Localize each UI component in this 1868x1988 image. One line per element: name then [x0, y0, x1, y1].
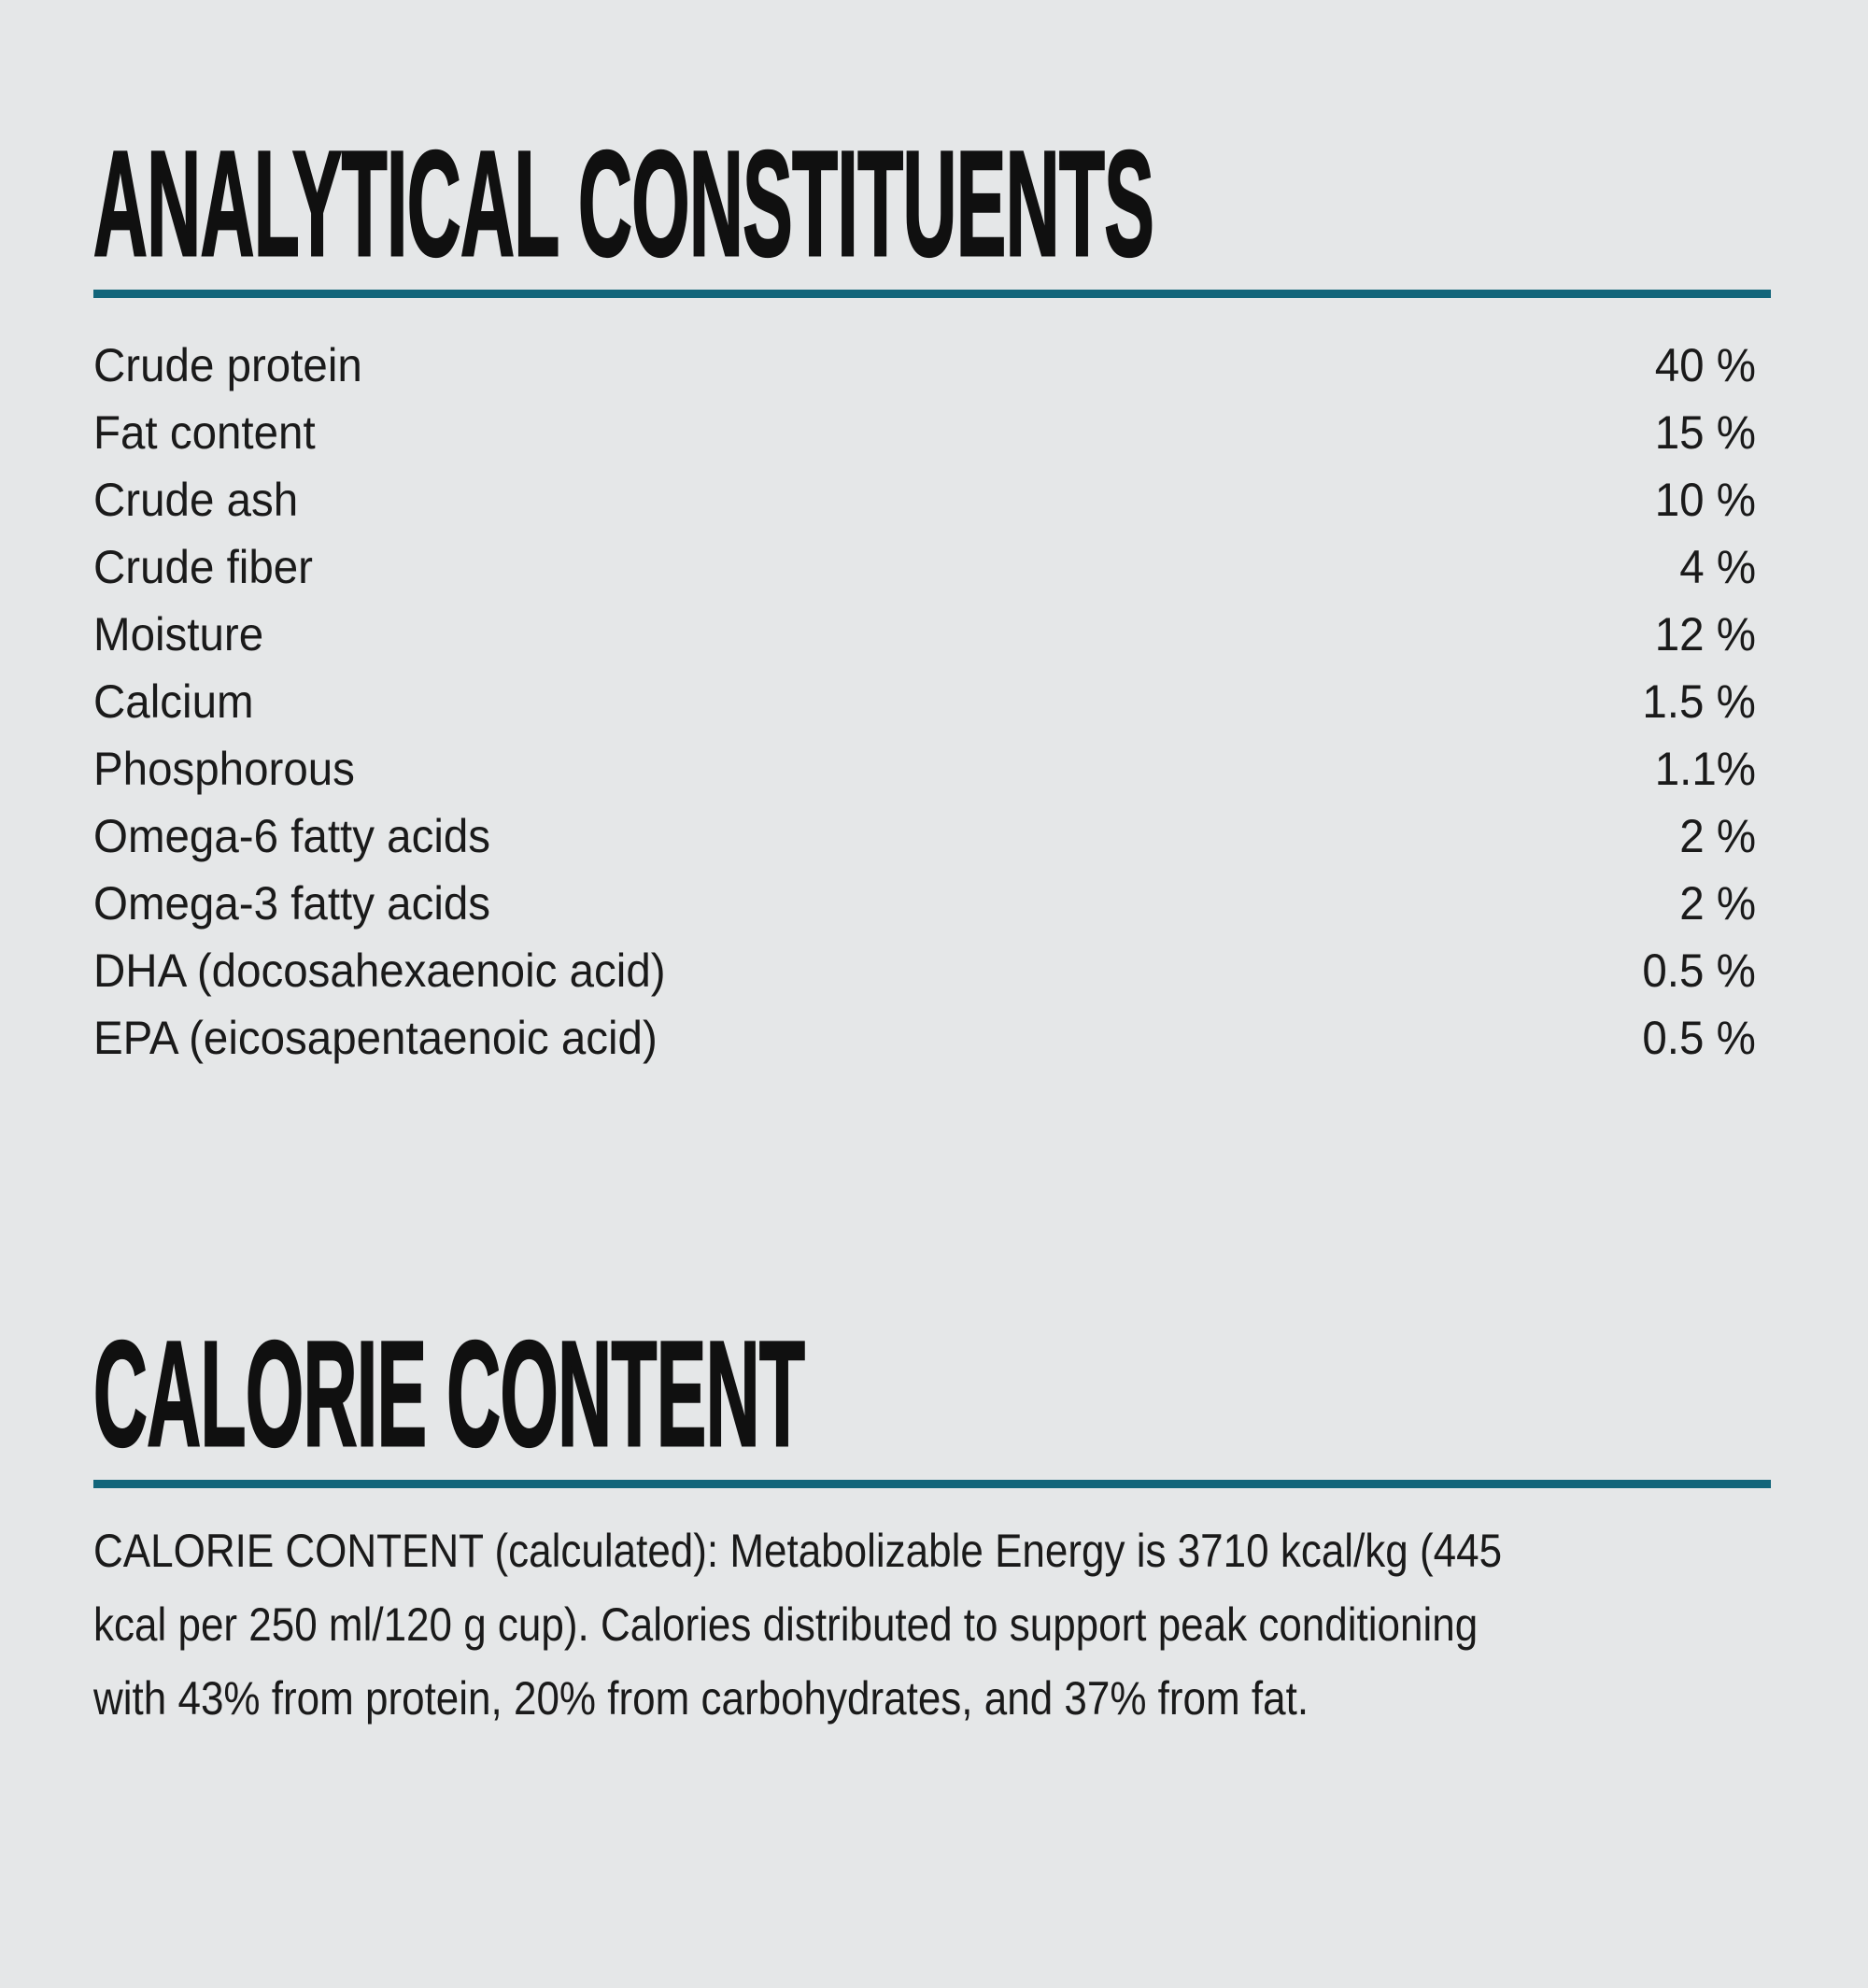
paragraph-line: kcal per 250 ml/120 g cup). Calories distributed to support peak conditioning [93, 1598, 1479, 1651]
nutrient-row [93, 937, 1756, 1004]
nutrient-row [93, 466, 1756, 533]
nutrient-row [93, 870, 1756, 937]
nutrient-value: 10 % [1654, 474, 1756, 526]
nutrient-value: 40 % [1654, 339, 1756, 391]
nutrient-label: EPA (eicosapentaenoic acid) [93, 1012, 658, 1064]
nutrient-value: 1.1% [1654, 743, 1756, 795]
nutrient-label: Crude protein [93, 339, 362, 391]
nutrient-label: Crude ash [93, 474, 299, 526]
paragraph-line: with 43% from protein, 20% from carbohydrates, and 37% from fat. [93, 1672, 1309, 1725]
nutrient-value: 2 % [1679, 810, 1756, 862]
section-divider [93, 290, 1771, 298]
nutrient-label: Phosphorous [93, 743, 355, 795]
nutrient-row [93, 668, 1756, 735]
nutrient-row [93, 399, 1756, 466]
nutrient-row [93, 601, 1756, 668]
calorie-content-paragraph [93, 1514, 1771, 1736]
nutrient-label: Crude fiber [93, 541, 313, 593]
nutrient-value: 0.5 % [1642, 1012, 1756, 1064]
nutrient-label: DHA (docosahexaenoic acid) [93, 944, 666, 997]
nutrient-label: Omega-6 fatty acids [93, 810, 491, 862]
nutrient-label: Fat content [93, 406, 316, 459]
nutrient-row [93, 332, 1756, 399]
nutrient-label: Moisture [93, 608, 264, 660]
nutrient-value: 12 % [1654, 608, 1756, 660]
label-panel [0, 120, 1868, 1736]
section-divider [93, 1480, 1771, 1488]
nutrient-value: 0.5 % [1642, 944, 1756, 997]
nutrient-value: 15 % [1654, 406, 1756, 459]
nutrient-row [93, 735, 1756, 802]
nutrient-label: Omega-3 fatty acids [93, 877, 491, 930]
paragraph-line: CALORIE CONTENT (calculated): Metabolizable Energy is 3710 kcal/kg (445 [93, 1525, 1503, 1577]
nutrient-value: 2 % [1679, 877, 1756, 930]
analytical-constituents-heading: ANALYTICAL CONSTITUENTS [93, 120, 1154, 287]
nutrient-row [93, 802, 1756, 870]
calorie-content-heading: CALORIE CONTENT [93, 1310, 805, 1477]
nutrient-value: 4 % [1679, 541, 1756, 593]
nutrient-row [93, 533, 1756, 601]
analytical-constituents-table [93, 332, 1771, 1072]
nutrient-label: Calcium [93, 675, 254, 728]
nutrient-value: 1.5 % [1642, 675, 1756, 728]
nutrient-row [93, 1004, 1756, 1072]
